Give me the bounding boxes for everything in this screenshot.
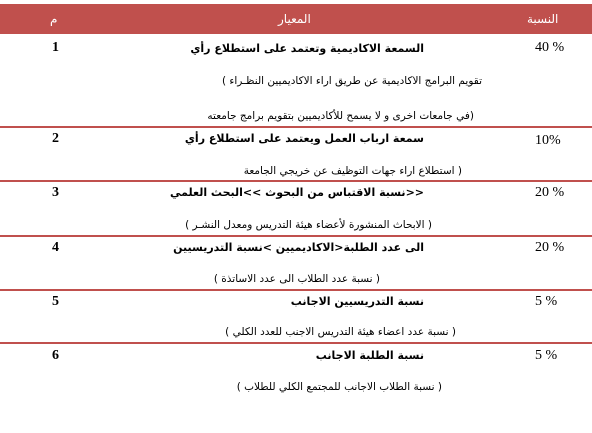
row-number: 5 (52, 294, 59, 309)
row-description: ( الابحاث المنشورة لأعضاء هيئة التدريس ومعدل النشـر ) (185, 219, 432, 231)
row-number: 6 (52, 348, 59, 363)
row-description: ( نسبة الطلاب الاجانب للمجتمع الكلي للطلاب ) (236, 381, 442, 393)
row-title: السمعة الاكاديمية وتعتمد على استطلاع رأي (190, 42, 424, 55)
row-title: الى عدد الطلبة<الاكاديميين >نسبة التدريسيين (173, 241, 424, 254)
row-number: 1 (52, 40, 59, 55)
header-number: م (50, 12, 58, 26)
row-divider (0, 126, 592, 128)
row-description: ( استطلاع اراء جهات التوظيف عن خريجي الجامعة (243, 165, 462, 177)
header-criterion: المعيار (278, 12, 311, 26)
row-percent: 20 % (535, 240, 565, 255)
table-header (0, 4, 592, 34)
row-divider (0, 180, 592, 182)
row-description: تقويم البرامج الاكاديمية عن طريق اراء الاكاديميين النظـراء ) (222, 75, 482, 87)
row-title: نسبة التدريسيين الاجانب (290, 295, 424, 308)
row-title: نسبة الطلبة الاجانب (315, 349, 424, 362)
row-percent: 10% (535, 133, 561, 148)
row-number: 2 (52, 131, 59, 146)
row-title: سمعة ارباب العمل ويعتمد على استطلاع رأي (184, 132, 424, 145)
row-percent: 40 % (535, 40, 565, 55)
row-divider (0, 342, 592, 344)
row-percent: 5 % (535, 348, 558, 363)
row-description: ( نسبة عدد اعضاء هيئة التدريس الاجنب للعدد الكلي ) (225, 326, 456, 338)
row-description: (في جامعات اخرى و لا يسمح للأكاديميين بتقويم برامج جامعته (207, 110, 474, 122)
row-divider (0, 235, 592, 237)
row-percent: 20 % (535, 185, 565, 200)
row-percent: 5 % (535, 294, 558, 309)
row-number: 4 (52, 240, 59, 255)
header-percent: النسبة (527, 12, 559, 26)
row-number: 3 (52, 185, 59, 200)
row-description: ( نسبة عدد الطلاب الى عدد الاساتذة ) (213, 273, 380, 285)
row-divider (0, 289, 592, 291)
row-title: <<نسبة الاقتباس من البحوث >>البحث العلمي (170, 186, 424, 199)
